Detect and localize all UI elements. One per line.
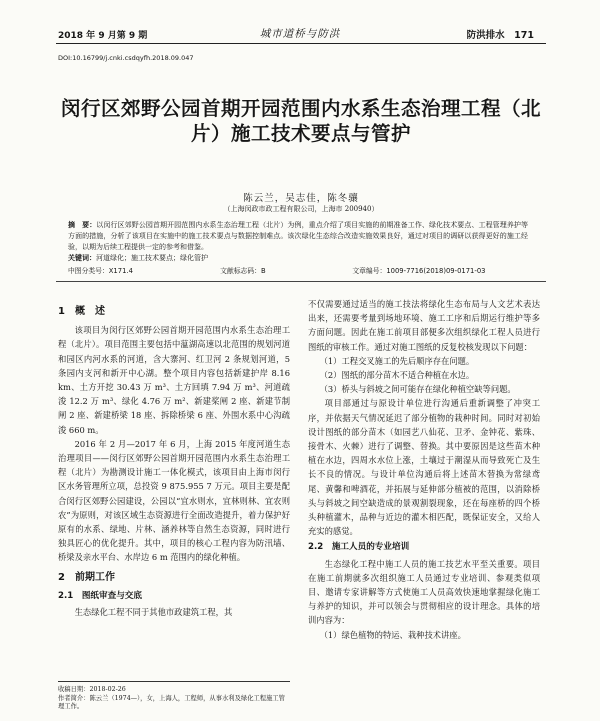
authors: 陈云兰，吴志佳，陈冬骧 (243, 193, 359, 204)
section-1-paragraph-2: 2016 年 2 月—2017 年 6 月，上海 2015 年度河道生态治理项目——闵行区郊野公园首期开园范围内水系生态治理工程（北片）为勘测设计施工一体化模式，该项目由上海市闵行区水务管理所立项，总投资 9 875.955 7 万元。项目主要是配合闵行区郊野公园建设，公园以“宜水则水，宜林则林、宜农则农”为原则，对该区域生态资源进行全面改造提升，着力保护好原有的水系、绿地、片林、涵养林等自然生态资源，同时进行独具匠心的优化提升。其中，项目的核心工程内容为防汛墙、桥梁及亲水平台、水岸边 6 m 范围内的绿化种植。 (58, 438, 290, 563)
abstract-label: 摘 要： (68, 220, 97, 229)
paragraph: 生态绿化工程中施工人员的施工技艺水平至关重要。项目在施工前期就多次组织施工人员通过专业培训、参观类似项目、邀请专家讲解等方式使施工人员高效快速地掌握绿化施工与养护的知识，并可以领会与贯彻相应的设计理念。具体的培训内容为： (308, 558, 540, 626)
list-item: （3）桥头与斜坡之间可能存在绿化种植空缺等问题。 (319, 384, 516, 395)
section-2-1-paragraph-1: 生态绿化工程不同于其他市政建筑工程，其 (74, 607, 233, 618)
page-header (0, 0, 600, 44)
paper-title: 闵行区郊野公园首期开园范围内水系生态治理工程（北片）施工技术要点与管护 (60, 97, 541, 145)
list-item: （2）图纸的部分苗木不适合种植在水边。 (319, 370, 475, 381)
doi: DOI:10.16799/j.cnki.csdqyfh.2018.09.047 (58, 54, 194, 62)
document-code: 文献标志码：B (220, 267, 266, 275)
left-column (58, 303, 290, 619)
paragraph: 项目部通过与原设计单位进行沟通后重新调整了冲突工序，并依据天气情况延迟了部分植物的栽种时间。同时对初始设计图纸的部分苗木（如园艺八仙花、卫矛、金钟花、紫珠、接骨木、火棘）进行了调整、替换。其中要原因是这些苗木种植在水边，四周水水位上涨，土壤过于潮湿从而导致死亡及生长不良的情况。与设计单位沟通后将上述苗木替换为常绿鸢尾、黄馨和啤酒花，并拓展与延伸部分植被的范围，以消除桥头与斜坡之间空缺造成的景观割裂现象，还在每座桥的四个桥头种植灌木，品种与近边的灌木相匹配，既保证安全，又给人充实的感觉。 (308, 398, 540, 537)
section-1-paragraph-1: 该项目为闵行区郊野公园首期开园范围内水系生态治理工程（北片）。项目范围主要包括中蕰湖高速以北范围的规划河道和园区内河水系的河道，含大寨河、红卫河 2 条规划河道，5 条园内支河和新开中心湖。整个项目内容包括新建护岸 8.16 km、土方开挖 30.43 万 m³、土方回填 7.94 万 m³、河道疏浚 12.2 万 m³、绿化 4.76 万 m²、新建桨闸 2 座、新建节制闸 2 座、新建桥梁 18 座、拆除桥梁 6 座、外围水系中心沟疏浚 660 m。 (58, 325, 290, 435)
clc-number: 中图分类号：X171.4 (68, 267, 133, 275)
section-1-heading: 1 概 述 (58, 306, 105, 317)
section-page-number: 防洪排水 171 (466, 30, 534, 41)
classification-line (68, 265, 528, 275)
article-number: 文章编号：1009-7716(2018)09-0171-03 (352, 267, 486, 275)
section-2-1-heading: 2.1 图纸审查与交底 (58, 590, 142, 601)
continued-paragraph: 不仅需要通过适当的施工技法将绿化生态布局与人文艺术表达出来，还需要考量到场地环境、施工工序和后期运行维护等多方面问题。因此在施工前项目部便多次组织绿化工程人员进行图纸的审核工作。通过对施工图纸的反复校核发现以下问题： (308, 299, 540, 352)
journal-issue: 2018 年 9 月第 9 期 (58, 31, 148, 41)
keywords-text: 河道绿化；施工技术要点；绿化管护 (96, 254, 208, 262)
abstract (68, 219, 528, 253)
journal-name: 城市道桥与防洪 (259, 28, 341, 40)
list-item: （1）工程交叉施工的先后顺序存在问题。 (319, 355, 475, 366)
section-2-heading: 2 前期工作 (58, 571, 115, 583)
right-column (308, 297, 540, 642)
list-item: （1）绿色植物的特运、栽种技术讲座。 (319, 629, 466, 640)
author-bio: 作者简介：陈云兰（1974—），女，上海人，工程师，从事水利及绿化工程施工管理工作。 (58, 694, 285, 710)
abstract-text: 以闵行区郊野公园首期开园范围内水系生态治理工程（北片）为例，重点介绍了项目实施的前期准备工作、绿化技术要点、工程管理养护等方面的措施，分析了该项目在实施中的施工技术要点与数据控制难点。该次绿化生态综合改造实施效果良好，通过对项目的调研以获得更好的施工经验，以期为后续工程提供一定的参考和借鉴。 (68, 221, 528, 251)
affiliation: （上海闵政市政工程有限公司，上海市 200940） (223, 205, 379, 213)
section-2-2-heading: 2.2 施工人员的专业培训 (308, 542, 410, 553)
keywords (68, 253, 528, 263)
keywords-label: 关键词： (68, 253, 96, 262)
header-rule (56, 43, 546, 44)
received-date: 收稿日期：2018-02-26 (58, 686, 126, 693)
footnote (58, 681, 290, 712)
divider (56, 281, 546, 282)
